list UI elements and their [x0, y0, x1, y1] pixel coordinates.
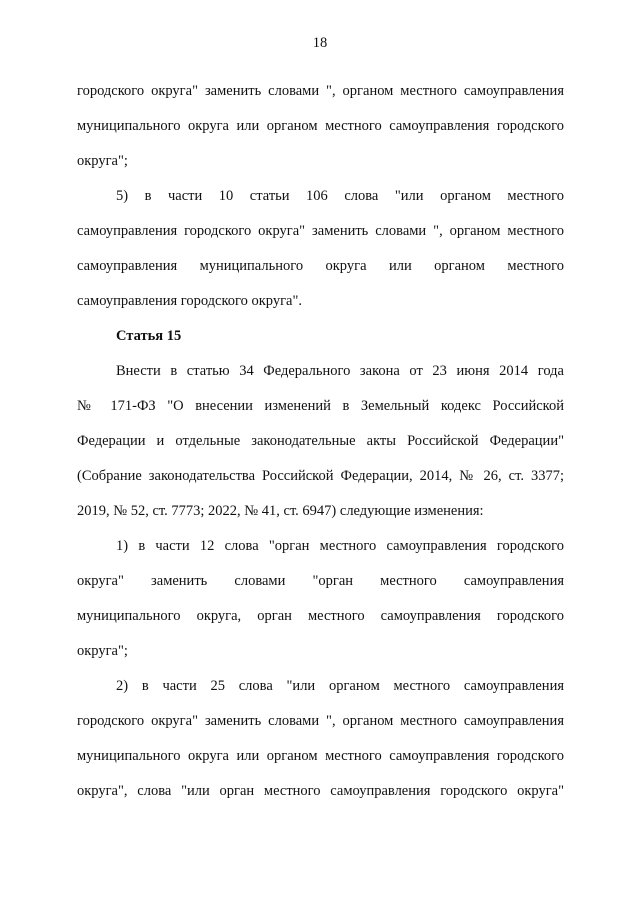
paragraph-item-5 [77, 179, 564, 319]
paragraph-article-intro [77, 354, 564, 529]
document-body [77, 74, 564, 809]
text-line: 1) в части 12 слова "орган местного самоуправления городского [116, 538, 564, 554]
text-line: Внести в статью 34 Федерального закона от 23 июня 2014 года [116, 363, 564, 379]
page-number: 18 [312, 35, 328, 51]
text-line: самоуправления муниципального округа или органом местного [77, 258, 564, 274]
text-line: 5) в части 10 статьи 106 слова "или органом местного [116, 188, 564, 204]
text-line: Федерации и отдельные законодательные акты Российской Федерации" [77, 433, 564, 449]
text-line: 2019, № 52, ст. 7773; 2022, № 41, ст. 6947) следующие изменения: [77, 503, 484, 519]
text-line: округа" заменить словами "орган местного самоуправления [77, 573, 564, 589]
paragraph-item-1 [77, 529, 564, 669]
text-line: округа"; [77, 153, 128, 169]
text-line: городского округа" заменить словами ", органом местного самоуправления [77, 83, 564, 99]
text-line: округа"; [77, 643, 128, 659]
text-line: (Собрание законодательства Российской Федерации, 2014, № 26, ст. 3377; [77, 468, 564, 484]
paragraph-item-2 [77, 669, 564, 809]
text-line: округа", слова "или орган местного самоуправления городского округа" [77, 783, 564, 799]
text-line: 2) в части 25 слова "или органом местного самоуправления [116, 678, 564, 694]
paragraph-continuation [77, 74, 564, 179]
article-heading: Статья 15 [116, 328, 182, 344]
text-line: городского округа" заменить словами ", органом местного самоуправления [77, 713, 564, 729]
text-line: муниципального округа, орган местного самоуправления городского [77, 608, 564, 624]
text-line: № 171-ФЗ "О внесении изменений в Земельный кодекс Российской [77, 398, 564, 414]
text-line: самоуправления городского округа" заменить словами ", органом местного [77, 223, 564, 239]
text-line: самоуправления городского округа". [77, 293, 303, 309]
text-line: муниципального округа или органом местного самоуправления городского [77, 118, 564, 134]
text-line: муниципального округа или органом местного самоуправления городского [77, 748, 564, 764]
